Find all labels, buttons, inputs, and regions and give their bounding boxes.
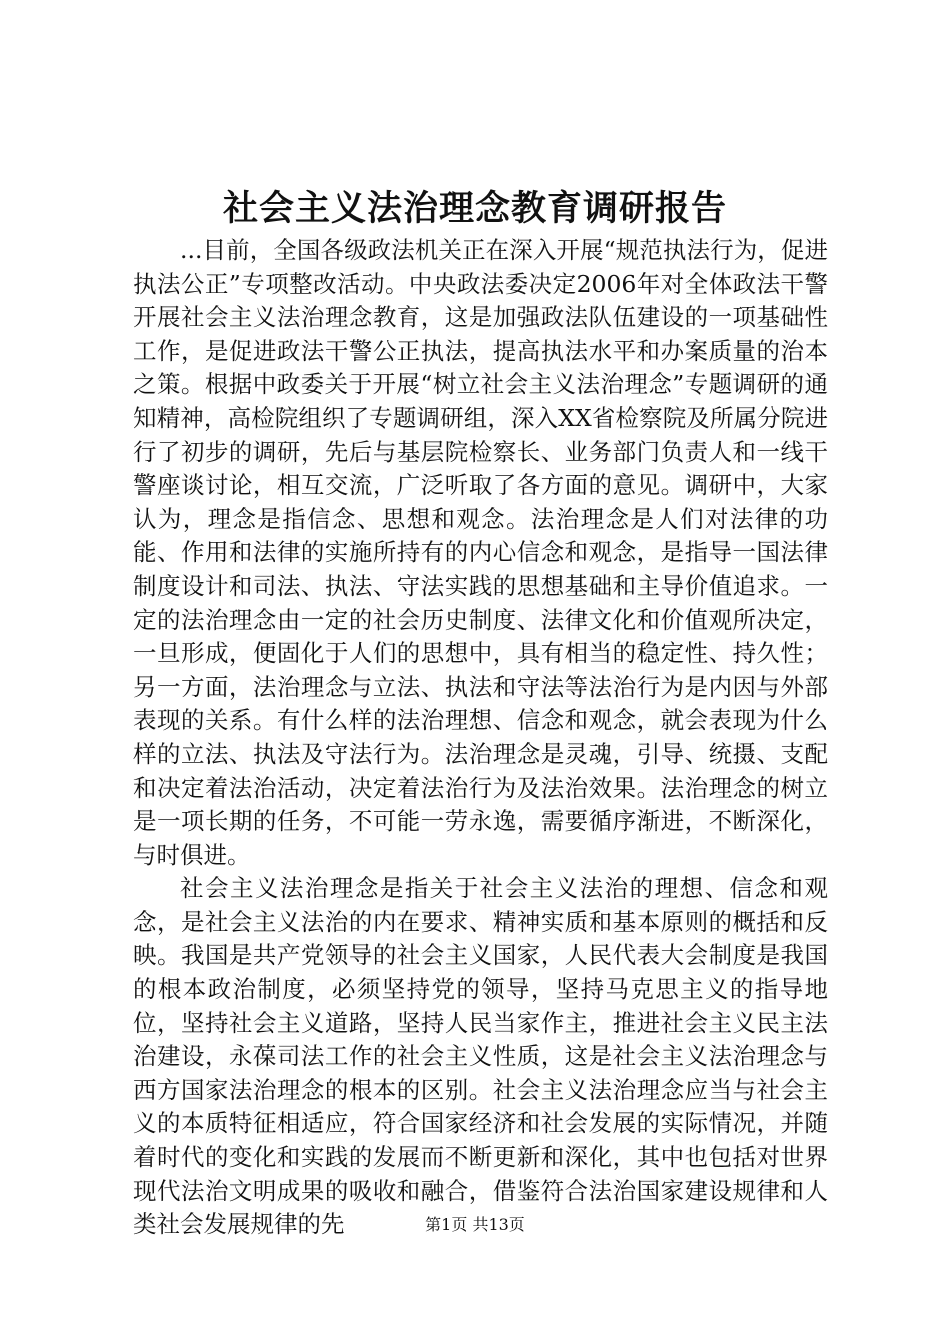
- body-paragraph-1: ...目前，全国各级政法机关正在深入开展“规范执法行为，促进执法公正”专项整改活动。中央政法委决定2006年对全体政法干警开展社会主义法治理念教育，这是加强政法队伍建设的一项基础性工作，是促进政法干警公正执法，提高执法水平和办案质量的治本之策。根据中政委关于开展“树立社会主义法治理念”专题调研的通知精神，高检院组织了专题调研组，深入XX省检察院及所属分院进行了初步的调研，先后与基层院检察长、业务部门负责人和一线干警座谈讨论，相互交流，广泛听取了各方面的意见。调研中，大家认为，理念是指信念、思想和观念。法治理念是人们对法律的功能、作用和法律的实施所持有的内心信念和观念，是指导一国法律制度设计和司法、执法、守法实践的思想基础和主导价值追求。一定的法治理念由一定的社会历史制度、法律文化和价值观所决定，一旦形成，便固化于人们的思想中，具有相当的稳定性、持久性；另一方面，法治理念与立法、执法和守法等法治行为是内因与外部表现的关系。有什么样的法治理想、信念和观念，就会表现为什么样的立法、执法及守法行为。法治理念是灵魂，引导、统摄、支配和决定着法治活动，决定着法治行为及法治效果。法治理念的树立是一项长期的任务，不可能一劳永逸，需要循序渐进，不断深化，与时俱进。: [133, 236, 828, 869]
- page-number-footer: 第1页 共13页: [425, 1215, 525, 1234]
- document-body: [133, 234, 828, 1242]
- body-paragraph-2: 社会主义法治理念是指关于社会主义法治的理想、信念和观念，是社会主义法治的内在要求、精神实质和基本原则的概括和反映。我国是共产党领导的社会主义国家，人民代表大会制度是我国的根本政治制度，必须坚持党的领导，坚持马克思主义的指导地位，坚持社会主义道路，坚持人民当家作主，推进社会主义民主法治建设，永葆司法工作的社会主义性质，这是社会主义法治理念与西方国家法治理念的根本的区别。社会主义法治理念应当与社会主义的本质特征相适应，符合国家经济和社会发展的实际情况，并随着时代的变化和实践的发展而不断更新和深化，其中也包括对世界现代法治文明成果的吸收和融合，借鉴符合法治国家建设规律和人类社会发展规律的先: [133, 874, 828, 1239]
- document-title: 社会主义法治理念教育调研报告: [222, 188, 727, 229]
